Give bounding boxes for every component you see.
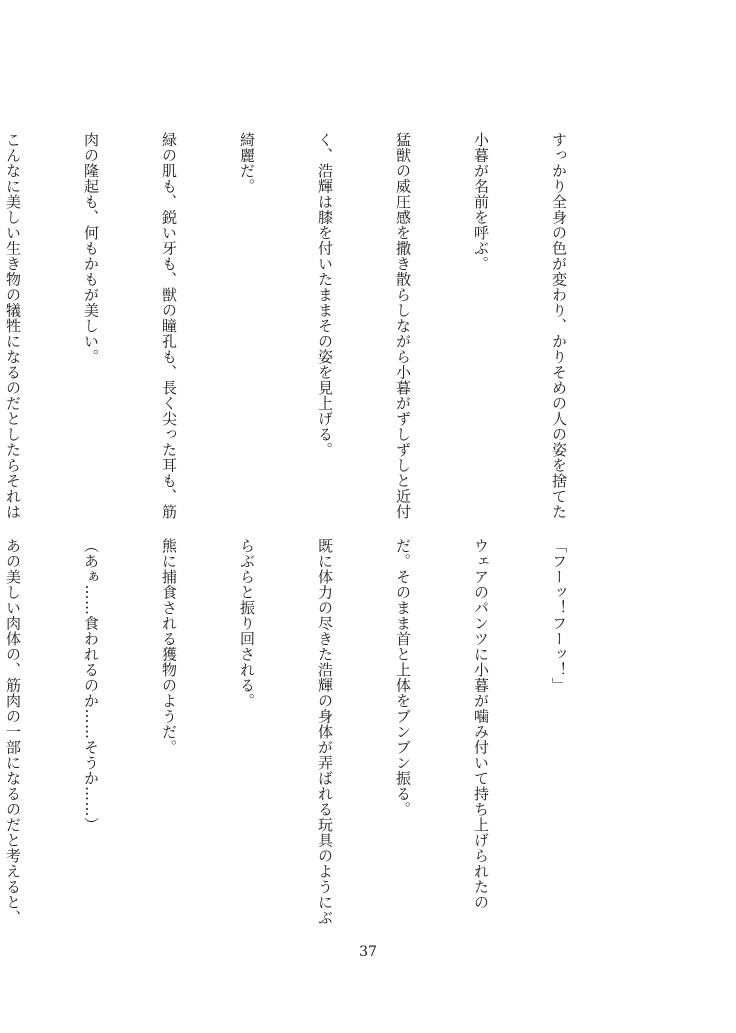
text-line: 熊に捕食される獲物のようだ。 [160, 538, 178, 755]
text-block-bottom [0, 538, 624, 926]
text-line: あの美しい肉体の、筋肉の一部になるのだと考えると、 [4, 538, 22, 926]
text-line: 緑の肌も、鋭い牙も、獣の瞳孔も、長く尖った耳も、筋 [160, 132, 178, 520]
text-line: 肉の隆起も、何もかもが美しい。 [82, 132, 100, 365]
text-line: こんなに美しい生き物の犠牲になるのだとしたらそれは [4, 132, 22, 520]
text-line: 「フーッ！フーッ！」 [550, 538, 568, 693]
page-number: 37 [359, 944, 377, 960]
text-line: ウェアのパンツに小暮が噛み付いて持ち上げられたの [472, 538, 490, 910]
text-line: らぶらと振り回される。 [238, 538, 256, 709]
text-line: く、浩輝は膝を付いたままその姿を見上げる。 [316, 132, 334, 458]
text-line: 小暮が名前を呼ぶ。 [472, 132, 490, 272]
text-line: すっかり全身の色が変わり、かりそめの人の姿を捨てた [550, 132, 568, 520]
text-line: （あぁ……食われるのか……そうか……） [82, 538, 100, 833]
text-line: 猛獣の威圧感を撒き散らしながら小暮がずしずしと近付 [394, 132, 412, 520]
text-line: 綺麗だ。 [238, 132, 256, 194]
text-line: だ。そのまま首と上体をブンブン振る。 [394, 538, 412, 817]
text-block-top [0, 132, 624, 520]
text-line: 既に体力の尽きた浩輝の身体が弄ばれる玩具のようにぶ [316, 538, 334, 926]
